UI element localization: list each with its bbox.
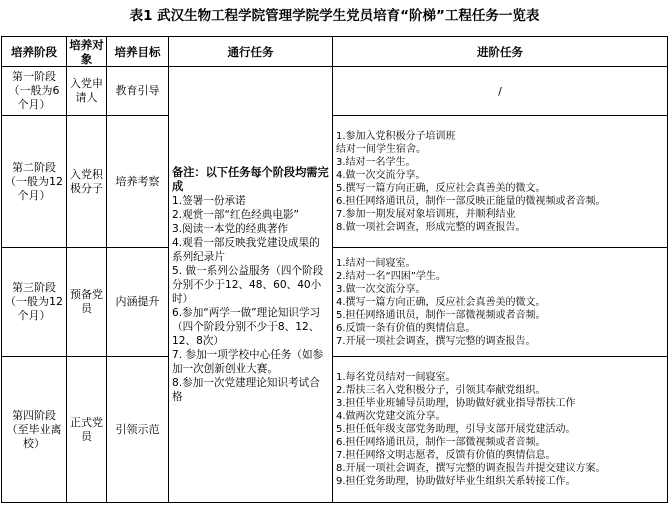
advanced-item: 8.开展一项社会调查，撰写完整的调查报告并提交建议方案。: [336, 463, 606, 474]
advanced-item: 7.参加一期发展对象培训班，并顺利结业: [336, 208, 516, 220]
advanced-item: /: [498, 84, 502, 98]
table-row: [2, 116, 668, 248]
object-cell: 预备党员: [67, 248, 107, 357]
header-object: 培养对象: [67, 37, 107, 67]
table-title: 表1 武汉生物工程学院管理学院学生党员培育“阶梯”工程任务一览表: [129, 8, 540, 24]
common-task-item: 5. 做一系列公益服务（四个阶段分别不少于12、48、60、40小时）: [172, 264, 324, 305]
advanced-item: 7.开展一项社会调查，撰写完整的调查报告。: [336, 335, 536, 347]
advanced-item: 2.结对一名“四困”学生。: [336, 270, 446, 282]
task-table: [1, 36, 668, 503]
advanced-item: 3.担任毕业班辅导员助理，协助做好就业指导帮扶工作: [336, 398, 576, 409]
stage-cell: 第三阶段（一般为12个月）: [2, 248, 67, 357]
table-row: [2, 357, 668, 503]
advanced-item: 3.做一次交流分享。: [336, 283, 426, 295]
advanced-item: 6.反馈一条有价值的舆情信息。: [336, 322, 476, 334]
advanced-cell: [333, 357, 668, 503]
advanced-cell: [333, 248, 668, 357]
table-row: [2, 248, 668, 357]
advanced-item: 4.做一次交流分享。: [336, 169, 426, 181]
common-tasks-heading: 备注：以下任务每个阶段均需完成: [172, 165, 329, 193]
goal-cell: 引领示范: [107, 357, 169, 503]
advanced-item: 5.担任网络通讯员，制作一部微视频或者音频。: [336, 309, 546, 321]
advanced-item: 2.帮扶三名入党积极分子，引领其奉献党组织。: [336, 385, 546, 396]
object-cell: 入党积极分子: [67, 116, 107, 248]
goal-cell: 内涵提升: [107, 248, 169, 357]
advanced-item: 4.撰写一篇方向正确，反应社会真善美的微文。: [336, 296, 546, 308]
advanced-item: 7.担任网络文明志愿者，反馈有价值的舆情信息。: [336, 450, 556, 461]
advanced-item: 1.结对一间寝室。: [336, 257, 416, 269]
stage-cell: 第四阶段（至毕业离校）: [2, 357, 67, 503]
advanced-item: 6.担任网络通讯员，制作一部微视频或者音频。: [336, 437, 546, 448]
header-goal: 培养目标: [107, 37, 169, 67]
goal-cell: 培养考察: [107, 116, 169, 248]
advanced-item: 1.参加入党积极分子培训班: [336, 130, 456, 142]
stage-cell: 第二阶段（一般为12个月）: [2, 116, 67, 248]
advanced-item: 结对一间学生宿舍。: [336, 143, 426, 155]
common-task-item: 7. 参加一项学校中心任务（如参加一次创新创业大赛。: [172, 348, 324, 375]
object-cell: 入党申请人: [67, 67, 107, 116]
advanced-item: 8.做一项社会调查，形成完整的调查报告。: [336, 221, 526, 233]
common-tasks-cell: [169, 67, 333, 503]
advanced-cell: [333, 116, 668, 248]
common-task-item: 8.参加一次党建理论知识考试合格: [172, 376, 320, 403]
goal-cell: 教育引导: [107, 67, 169, 116]
stage-cell: 第一阶段（一般为6个月）: [2, 67, 67, 116]
table-row: [2, 67, 668, 116]
advanced-item: 5.撰写一篇方向正确，反应社会真善美的微文。: [336, 182, 546, 194]
advanced-item: 1.每名党员结对一间寝室。: [336, 372, 456, 383]
common-task-item: 1.签署一份承诺: [172, 194, 246, 207]
advanced-item: 4.做两次党建交流分享。: [336, 411, 446, 422]
advanced-item: 9.担任党务助理，协助做好毕业生组织关系转接工作。: [336, 476, 576, 487]
advanced-item: 5.担任低年级支部党务助理，引导支部开展党建活动。: [336, 424, 576, 435]
common-task-item: 6.参加“两学一做”理论知识学习（四个阶段分别不少于8、12、12、8次）: [172, 306, 321, 347]
common-task-item: 3.阅读一本党的经典著作: [172, 222, 289, 235]
common-task-item: 4.观看一部反映我党建设成果的系列纪录片: [172, 236, 320, 263]
header-common: 通行任务: [169, 37, 333, 67]
advanced-item: 3.结对一名学生。: [336, 156, 416, 168]
common-task-item: 2.观赏一部“红色经典电影”: [172, 208, 300, 221]
object-cell: 正式党员: [67, 357, 107, 503]
header-advanced: 进阶任务: [333, 37, 668, 67]
header-row: [2, 37, 668, 67]
header-stage: 培养阶段: [2, 37, 67, 67]
advanced-cell: [333, 67, 668, 116]
advanced-item: 6.担任网络通讯员，制作一部反映正能量的微视频或者音频。: [336, 195, 606, 207]
